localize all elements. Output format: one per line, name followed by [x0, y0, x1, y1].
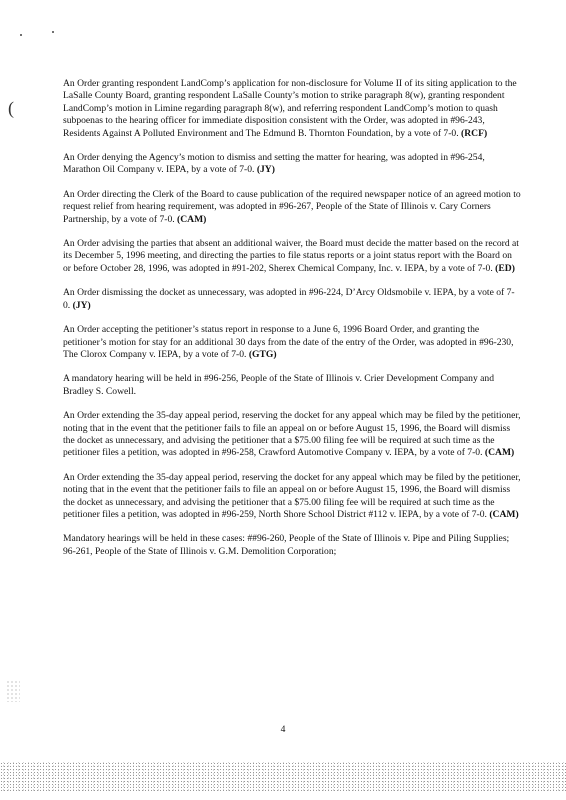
order-paragraph	[63, 152, 521, 177]
scan-speck	[20, 34, 22, 36]
order-paragraph	[63, 287, 521, 312]
initials-code: (GTG)	[248, 348, 277, 360]
order-paragraph	[63, 78, 521, 140]
paragraph-text: Mandatory hearings will be held in these cases: ##96-260, People of the State of Illinois v. Pipe and Piling Supplies; 96-261, People of the State of Illinois v. G.M. Demolition Corporation;	[63, 533, 510, 557]
order-paragraph	[63, 324, 521, 361]
page-number: 4	[280, 724, 286, 735]
document-body	[63, 78, 521, 570]
initials-code: (RCF)	[461, 127, 488, 139]
hearing-paragraph	[63, 373, 521, 398]
initials-code: (JY)	[256, 164, 275, 176]
paragraph-text: An Order directing the Clerk of the Board to cause publication of the required newspaper notice of an agreed motion to request relief from hearing requirement, was adopted in #96-267, People of the State of Illinois v. Cary Corners Partnership, by a vote of 7-0.	[63, 188, 521, 225]
initials-code: (CAM)	[489, 508, 519, 520]
paragraph-text: An Order granting respondent LandComp’s application for non-disclosure for Volume II of its siting application to the LaSalle County Board, granting respondent LaSalle County’s motion to strike paragraph 8(w), granting respondent LandComp’s motion in Limine regarding paragraph 8(w), and referring respondent LandComp’s motion to quash subpoenas to the hearing officer for immediate disposition consistent with the Order, was adopted in #96-243, Residents Against A Polluted Environment and The Edmund B. Thornton Foundation, by a vote of 7-0.	[63, 78, 517, 139]
paragraph-text: An Order denying the Agency’s motion to dismiss and setting the matter for hearing, was adopted in #96-254, Marathon Oil Company v. IEPA, by a vote of 7-0.	[63, 152, 485, 176]
scan-speck	[52, 31, 54, 33]
initials-code: (JY)	[72, 299, 91, 311]
paragraph-text: An Order dismissing the docket as unnecessary, was adopted in #96-224, D’Arcy Oldsmobile v. IEPA, by a vote of 7-0.	[63, 287, 515, 311]
order-paragraph	[63, 238, 521, 275]
paragraph-text: An Order advising the parties that absent an additional waiver, the Board must decide the matter based on the record at its December 5, 1996 meeting, and directing the parties to file status reports or a joint status report with the Board on or before October 28, 1996, was adopted in #91-202, Sherex Chemical Company, Inc. v. IEPA, by a vote of 7-0.	[63, 238, 519, 274]
margin-mark: (	[8, 98, 14, 118]
order-paragraph	[63, 472, 521, 522]
initials-code: (ED)	[495, 262, 515, 274]
order-paragraph	[63, 410, 521, 460]
scan-speckle	[6, 680, 20, 702]
order-paragraph	[63, 189, 521, 226]
initials-code: (CAM)	[484, 447, 515, 459]
paragraph-text: A mandatory hearing will be held in #96-256, People of the State of Illinois v. Crier Development Company and Bradley S. Cowell.	[63, 373, 495, 397]
paragraph-text: An Order accepting the petitioner’s status report in response to a June 6, 1996 Board Order, and granting the petitioner’s motion for stay for an additional 30 days from the date of the entry of the Order, was adopted in #96-230, The Clorox Company v. IEPA, by a vote of 7-0.	[63, 324, 514, 360]
paragraph-text: An Order extending the 35-day appeal period, reserving the docket for any appeal which may be filed by the petitioner, noting that in the event that the petitioner fails to file an appeal on or before August 15, 1996, the Board will dismiss the docket as unnecessary, and advising the petitioner that a $75.00 filing fee will be required at such time as the petitioner files a petition, was adopted in #96-258, Crawford Automotive Company v. IEPA, by a vote of 7-0.	[63, 410, 521, 459]
scan-noise-strip	[0, 762, 566, 792]
hearing-paragraph	[63, 533, 521, 558]
initials-code: (CAM)	[177, 213, 207, 225]
paragraph-text: An Order extending the 35-day appeal period, reserving the docket for any appeal which may be filed by the petitioner, noting that in the event that the petitioner fails to file an appeal on or before August 15, 1996, the Board will dismiss the docket as unnecessary, and advising the petitioner that a $75.00 filing fee will be required at such time as the petitioner files a petition, was adopted in #96-259, North Shore School District #112 v. IEPA, by a vote of 7-0.	[63, 471, 521, 520]
